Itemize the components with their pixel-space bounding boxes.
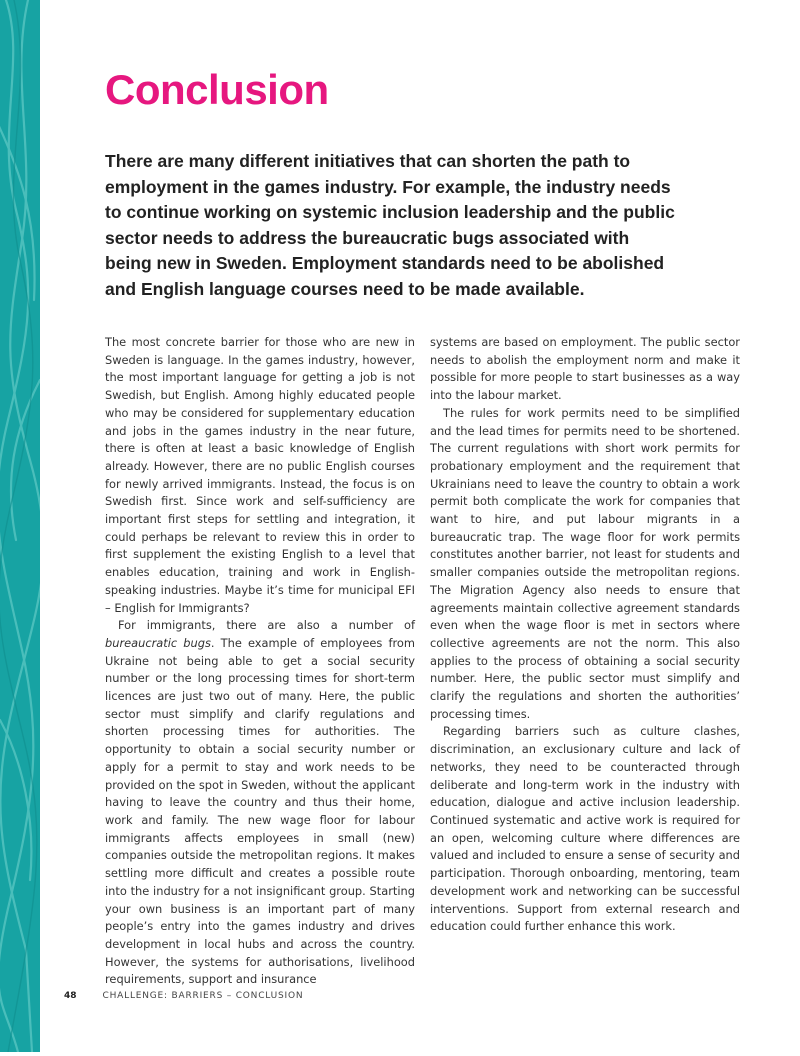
paragraph-text: . The example of employees from Ukraine not being able to get a social security number or the long processing times for short-term licences are just two out of many. Here, the public sector must simplify and clarify regulations and shorten processing times for authorities. The opportunity to obtain a social security number or apply for a permit to stay and work needs to be provided on the spot in Sweden, without the applicant having to leave the country and thus their home, work and family. The new wage floor for labour immigrants affects employees in small (new) companies outside the metropolitan regions. It makes settling more difficult and creates a possible route into the industry for a not insignificant group. Starting your own business is an important part of many people’s entry into the games industry and drives development in local hubs and across the country. However, the systems for authorisations, livelihood requirements, support and insurance: [105, 635, 415, 987]
decorative-side-band: [0, 0, 40, 1052]
left-column: [105, 334, 415, 989]
right-column: [430, 334, 740, 936]
page-title: Conclusion: [105, 66, 329, 113]
page-number: 48: [64, 991, 77, 1001]
body-paragraph: systems are based on employment. The public sector needs to abolish the employment norm and make it possible for more people to start businesses as a way into the labour market.: [430, 335, 740, 403]
running-head: CHALLENGE: BARRIERS – CONCLUSION: [102, 991, 304, 1001]
body-paragraph: [105, 617, 415, 989]
page-footer: [64, 989, 303, 1003]
body-paragraph: The most concrete barrier for those who are new in Sweden is language. In the games industry, however, the most important language for getting a job is not Swedish, but English. Among highly educated people who may be considered for supplementary education and jobs in the games industry in the near future, there is often at least a basic knowledge of English already. However, there are no public English courses for newly arrived immigrants. Instead, the focus is on Swedish first. Since work and self-sufficiency are important first steps for settling and integration, it could perhaps be relevant to review this in order to first supplement the existing English to a level that enables education, training and work in English-speaking industries. Maybe it’s time for municipal EFI – English for Immigrants?: [105, 335, 415, 615]
body-paragraph: The rules for work permits need to be simplified and the lead times for permits need to be shortened. The current regulations with short work permits for probationary employment and the requirement that Ukrainians need to leave the country to obtain a work permit both complicate the work for companies that want to hire, and put labour migrants in a bureaucratic trap. The wage floor for work permits constitutes another barrier, not least for students and smaller companies outside the metropolitan regions. The Migration Agency also needs to ensure that agreements maintain collective agreement standards even when the wage floor is met in sectors where collective agreements are not the norm. This also applies to the process of obtaining a social security number. Here, the public sector must simplify and clarify the regulations and shorten the authorities’ processing times.: [430, 405, 740, 721]
body-paragraph: Regarding barriers such as culture clashes, discrimination, an exclusionary culture and lack of networks, they need to be counteracted through deliberate and long-term work in the industry with education, dialogue and active inclusion leadership. Continued systematic and active work is required for an open, welcoming culture where differences are valued and included to ensure a sense of security and participation. Thorough onboarding, mentoring, team development work and networking can be successful interventions. Support from external research and education could further enhance this work.: [430, 724, 740, 934]
paragraph-text: For immigrants, there are also a number of: [118, 618, 415, 633]
emphasis-text: bureaucratic bugs: [105, 635, 211, 650]
lead-paragraph: There are many different initiatives that can shorten the path to employment in the games industry. For example, the industry needs to continue working on systemic inclusion leadership and the public sector needs to address the bureaucratic bugs associated with being new in Sweden. Employment standards need to be abolished and English language courses need to be made available.: [105, 151, 675, 299]
